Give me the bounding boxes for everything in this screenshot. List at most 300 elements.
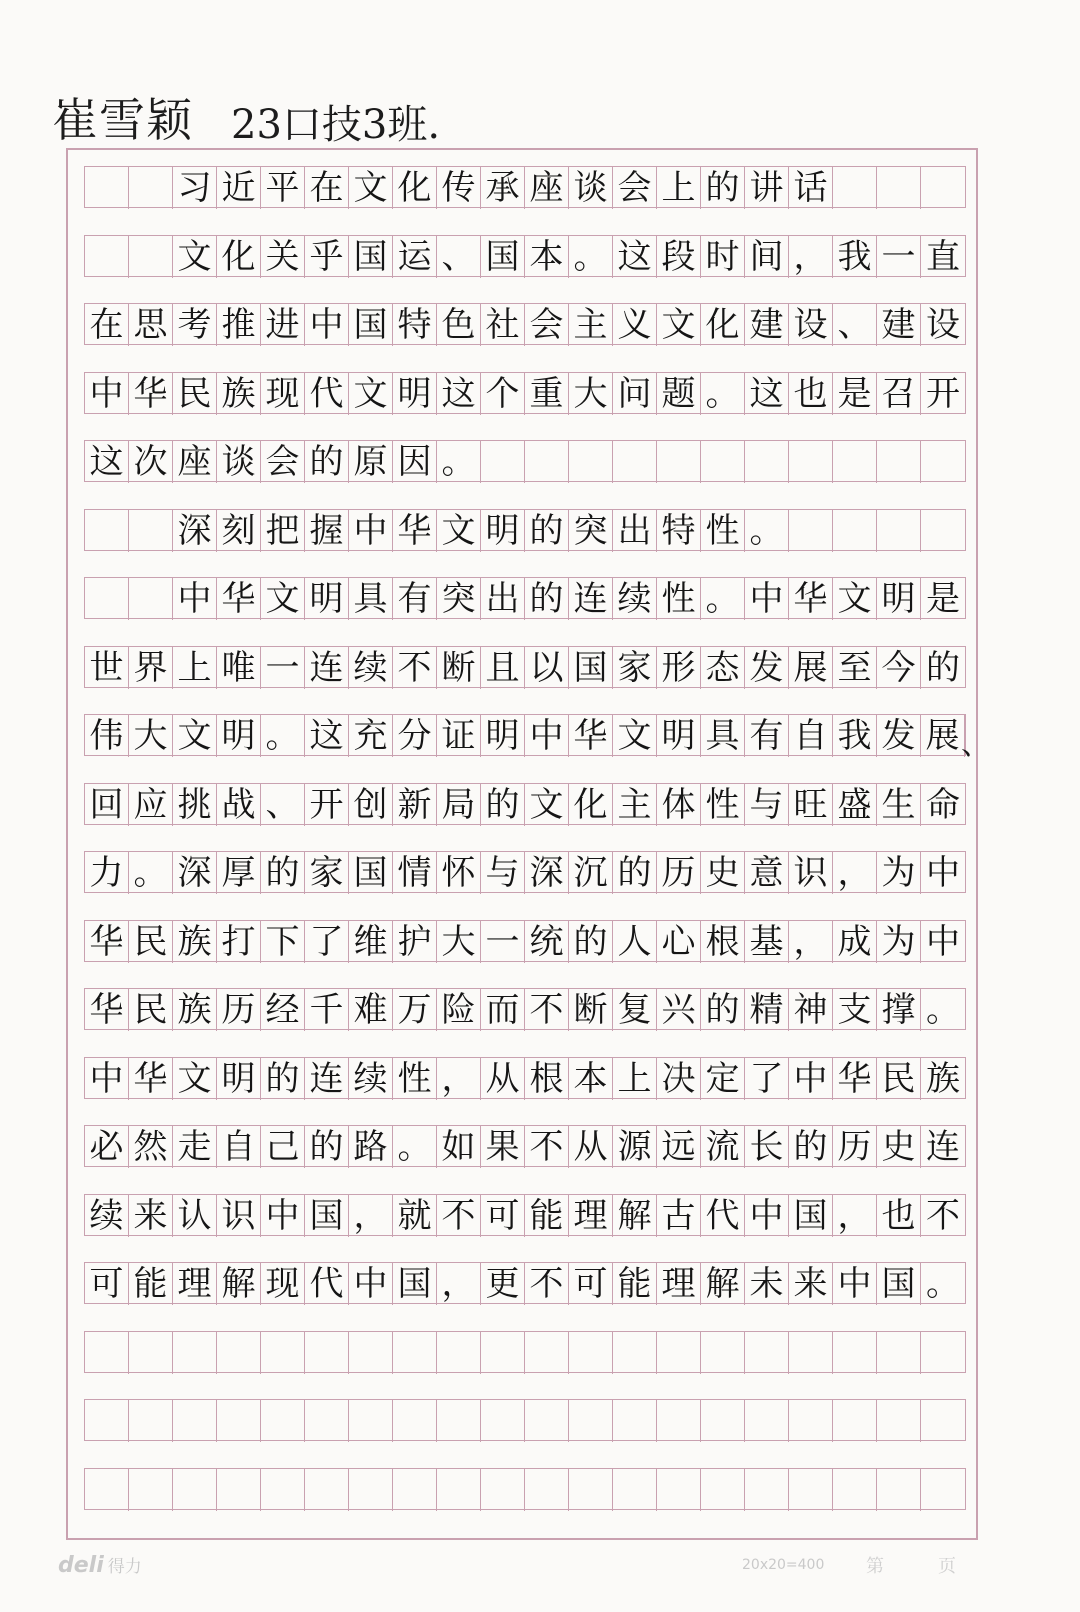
grid-cell: 生	[877, 784, 921, 826]
grid-cell: 传	[437, 167, 481, 209]
grid-cell: 统	[525, 921, 569, 963]
grid-cell: 万	[393, 989, 437, 1031]
grid-cell: 上	[173, 647, 217, 689]
grid-cell	[525, 1469, 569, 1511]
grid-cell: 分	[393, 715, 437, 757]
grid-cell	[613, 1332, 657, 1374]
grid-cell: 中	[85, 1058, 129, 1100]
grid-cell: 华	[393, 510, 437, 552]
grid-cell: 段	[657, 236, 701, 278]
grid-cell	[481, 441, 525, 483]
grid-cell: 己	[261, 1126, 305, 1168]
grid-cell	[921, 167, 965, 209]
grid-cell	[657, 1469, 701, 1511]
grid-cell: 必	[85, 1126, 129, 1168]
grid-cell: 沉	[569, 852, 613, 894]
grid-cell	[877, 1400, 921, 1442]
grid-cell	[437, 1400, 481, 1442]
grid-cell: 厚	[217, 852, 261, 894]
grid-cell: 文	[657, 304, 701, 346]
grid-cell: 谈	[217, 441, 261, 483]
grid-cell: 化	[701, 304, 745, 346]
grid-cell: 国	[877, 1263, 921, 1305]
grid-row	[84, 303, 966, 345]
grid-cell: 兴	[657, 989, 701, 1031]
grid-cell: 定	[701, 1058, 745, 1100]
grid-cell	[85, 510, 129, 552]
grid-cell: 讲	[745, 167, 789, 209]
grid-cell: 召	[877, 373, 921, 415]
grid-cell: 突	[437, 578, 481, 620]
grid-cell: 可	[569, 1263, 613, 1305]
page-suffix-label: 页	[938, 1556, 956, 1577]
grid-cell: 华	[129, 373, 173, 415]
grid-cell	[129, 167, 173, 209]
grid-cell	[261, 1332, 305, 1374]
grid-cell: 间	[745, 236, 789, 278]
grid-row	[84, 1331, 966, 1373]
grid-cell: 长	[745, 1126, 789, 1168]
grid-cell: 性	[701, 510, 745, 552]
grid-cell: 国	[349, 236, 393, 278]
grid-cell: 大	[569, 373, 613, 415]
grid-cell: 这	[305, 715, 349, 757]
grid-cell: 、	[833, 304, 877, 346]
grid-cell: 展	[921, 715, 965, 757]
grid-cell: ，	[789, 236, 833, 278]
grid-cell	[921, 1400, 965, 1442]
grid-cell: 续	[85, 1195, 129, 1237]
grid-cell: 设	[926, 305, 960, 345]
grid-cell	[921, 441, 965, 483]
grid-cell	[701, 1332, 745, 1374]
grid-cell	[481, 1400, 525, 1442]
grid-cell: 色	[437, 304, 481, 346]
grid-cell: 的	[789, 1126, 833, 1168]
grid-cell: ，	[833, 852, 877, 894]
grid-cell: 具	[701, 715, 745, 757]
grid-cell: 历	[833, 1126, 877, 1168]
grid-cell	[129, 236, 173, 278]
grid-cell: 族	[217, 373, 261, 415]
grid-cell: 就	[393, 1195, 437, 1237]
grid-cell: 旺	[789, 784, 833, 826]
grid-row	[84, 1468, 966, 1510]
grid-cell: 流	[701, 1126, 745, 1168]
grid-cell: 史	[877, 1126, 921, 1168]
grid-cell	[217, 1400, 261, 1442]
grid-cell: 承	[481, 167, 525, 209]
grid-cell: 的	[481, 784, 525, 826]
grid-cell: 义	[613, 304, 657, 346]
grid-cell: 挑	[173, 784, 217, 826]
grid-cell: 时	[701, 236, 745, 278]
page-prefix-label: 第	[866, 1556, 884, 1577]
grid-cell: 中	[305, 304, 349, 346]
grid-cell: 断	[437, 647, 481, 689]
grid-cell: 怀	[437, 852, 481, 894]
grid-cell: 的	[613, 852, 657, 894]
overflow-punctuation: 、	[961, 727, 991, 762]
grid-cell: 与	[481, 852, 525, 894]
grid-cell: 也	[877, 1195, 921, 1237]
grid-cell: 握	[305, 510, 349, 552]
grid-cell	[129, 578, 173, 620]
grid-cell: 中	[926, 853, 960, 893]
grid-row	[84, 509, 966, 551]
grid-cell: 与	[745, 784, 789, 826]
grid-cell: 明	[657, 715, 701, 757]
grid-cell: 我	[833, 715, 877, 757]
grid-cell	[85, 236, 129, 278]
grid-cell: 开	[926, 373, 960, 414]
grid-cell: 中	[745, 578, 789, 620]
grid-cell: 走	[173, 1126, 217, 1168]
grid-cell	[613, 1469, 657, 1511]
grid-cell: 经	[261, 989, 305, 1031]
grid-cell	[789, 441, 833, 483]
grid-cell: 考	[173, 304, 217, 346]
grid-cell	[85, 167, 129, 209]
grid-cell	[921, 510, 965, 552]
grid-cell	[525, 441, 569, 483]
grid-cell: 不	[525, 989, 569, 1031]
grid-cell: 连	[926, 1127, 960, 1167]
grid-cell: 国	[305, 1195, 349, 1237]
grid-cell: 。	[569, 236, 613, 278]
grid-cell: 华	[217, 578, 261, 620]
grid-cell: 能	[613, 1263, 657, 1305]
grid-cell: 次	[129, 441, 173, 483]
grid-cell: 根	[701, 921, 745, 963]
grid-cell: 性	[393, 1058, 437, 1100]
grid-cell: 化	[217, 236, 261, 278]
grid-cell: 会	[261, 441, 305, 483]
grid-cell	[305, 1332, 349, 1374]
grid-cell: 出	[481, 578, 525, 620]
grid-cell: 会	[525, 304, 569, 346]
grid-cell: 续	[349, 647, 393, 689]
grid-cell: 的	[701, 167, 745, 209]
grid-cell	[613, 1400, 657, 1442]
grid-cell: 文	[349, 167, 393, 209]
grid-cell: ，	[437, 1263, 481, 1305]
paper-footer	[58, 1550, 1014, 1580]
grid-cell: 的	[305, 441, 349, 483]
grid-row	[84, 646, 966, 688]
grid-cell: 形	[657, 647, 701, 689]
grid-cell: 座	[525, 167, 569, 209]
grid-cell: 不	[393, 647, 437, 689]
grid-cell	[173, 1332, 217, 1374]
grid-cell: 。	[437, 441, 481, 483]
grid-cell	[305, 1469, 349, 1511]
grid-cell: 。	[393, 1126, 437, 1168]
grid-cell: 解	[217, 1263, 261, 1305]
grid-cell: 华	[789, 578, 833, 620]
grid-cell: 的	[926, 647, 960, 688]
grid-cell: 证	[437, 715, 481, 757]
grid-cell: 。	[701, 578, 745, 620]
grid-cell	[305, 1400, 349, 1442]
grid-cell: 史	[701, 852, 745, 894]
grid-cell: 社	[481, 304, 525, 346]
grid-cell: 乎	[305, 236, 349, 278]
grid-cell: 化	[569, 784, 613, 826]
grid-cell: 今	[877, 647, 921, 689]
grid-cell: 刻	[217, 510, 261, 552]
grid-cell: 解	[701, 1263, 745, 1305]
grid-cell: ，	[349, 1195, 393, 1237]
student-header	[52, 80, 440, 150]
grid-cell: 历	[657, 852, 701, 894]
grid-cell: 主	[613, 784, 657, 826]
grid-cell: 的	[261, 1058, 305, 1100]
grid-row	[84, 714, 991, 762]
grid-cell: 展	[789, 647, 833, 689]
grid-cell: 的	[569, 921, 613, 963]
grid-cell: 文	[613, 715, 657, 757]
grid-cell: 国	[569, 647, 613, 689]
grid-cell: 文	[173, 1058, 217, 1100]
grid-cell: 古	[657, 1195, 701, 1237]
grid-cell: 且	[481, 647, 525, 689]
grid-cell: 中	[525, 715, 569, 757]
grid-cell: 从	[569, 1126, 613, 1168]
grid-cell: 华	[85, 989, 129, 1031]
grid-cell	[701, 1469, 745, 1511]
grid-cell: 中	[349, 1263, 393, 1305]
grid-cell: 华	[129, 1058, 173, 1100]
grid-cell	[569, 1400, 613, 1442]
grid-cell	[833, 1332, 877, 1374]
grid-cell	[217, 1332, 261, 1374]
grid-row	[84, 1057, 966, 1099]
grid-cell: 千	[305, 989, 349, 1031]
grid-cell	[85, 1469, 129, 1511]
grid-cell: 民	[877, 1058, 921, 1100]
grid-cell: 是	[926, 579, 960, 619]
grid-cell: 特	[393, 304, 437, 346]
grid-cell	[613, 441, 657, 483]
grid-cell: 不	[525, 1126, 569, 1168]
student-name: 崔雪颖	[52, 93, 193, 147]
grid-cell: 运	[393, 236, 437, 278]
grid-cell: 是	[833, 373, 877, 415]
grid-cell: 深	[173, 852, 217, 894]
grid-cell: 不	[437, 1195, 481, 1237]
grid-cell: 关	[261, 236, 305, 278]
grid-cell: 原	[349, 441, 393, 483]
grid-cell	[569, 441, 613, 483]
grid-cell: 识	[217, 1195, 261, 1237]
grid-cell	[657, 441, 701, 483]
grid-cell: 复	[613, 989, 657, 1031]
grid-row	[84, 1399, 966, 1441]
grid-cell: 建	[877, 304, 921, 346]
grid-cell	[833, 1400, 877, 1442]
grid-cell: 中	[926, 921, 960, 962]
grid-cell	[745, 1332, 789, 1374]
grid-cell: 理	[657, 1263, 701, 1305]
grid-cell: 在	[85, 304, 129, 346]
grid-cell	[701, 441, 745, 483]
grid-cell	[657, 1400, 701, 1442]
grid-cell: 国	[349, 852, 393, 894]
grid-cell: 盛	[833, 784, 877, 826]
grid-cell: 中	[789, 1058, 833, 1100]
grid-cell: 态	[701, 647, 745, 689]
grid-cell: 明	[217, 715, 261, 757]
grid-cell	[349, 1400, 393, 1442]
grid-cell: 化	[393, 167, 437, 209]
grid-cell: 直	[926, 236, 960, 277]
grid-cell: 上	[613, 1058, 657, 1100]
grid-cell: 险	[437, 989, 481, 1031]
grid-cell: 神	[789, 989, 833, 1031]
grid-cell: 明	[305, 578, 349, 620]
grid-row	[84, 577, 966, 619]
grid-cell	[129, 1332, 173, 1374]
grid-cell: 充	[349, 715, 393, 757]
grid-cell: 以	[525, 647, 569, 689]
grid-cell: 民	[129, 921, 173, 963]
grid-cell: 把	[261, 510, 305, 552]
grid-cell: 命	[926, 784, 960, 825]
grid-cell: 应	[129, 784, 173, 826]
grid-cell: 可	[85, 1263, 129, 1305]
grid-cell: 创	[349, 784, 393, 826]
grid-row	[84, 988, 966, 1030]
grid-cell: 主	[569, 304, 613, 346]
grid-cell: 文	[525, 784, 569, 826]
grid-cell	[85, 1400, 129, 1442]
grid-cell: 自	[217, 1126, 261, 1168]
grid-cell: 护	[393, 921, 437, 963]
grid-cell: 突	[569, 510, 613, 552]
grid-cell: 自	[789, 715, 833, 757]
grid-cell: 识	[789, 852, 833, 894]
grid-cell: 情	[393, 852, 437, 894]
grid-cell: 连	[569, 578, 613, 620]
grid-cell: 明	[217, 1058, 261, 1100]
grid-cell	[261, 1400, 305, 1442]
grid-cell: 打	[217, 921, 261, 963]
grid-cell: 解	[613, 1195, 657, 1237]
grid-cell: 体	[657, 784, 701, 826]
grid-cell: 代	[305, 373, 349, 415]
grid-cell: 力	[85, 852, 129, 894]
grid-cell	[921, 1469, 965, 1511]
grid-cell: 性	[701, 784, 745, 826]
grid-cell: 。	[745, 510, 789, 552]
grid-cell: 家	[305, 852, 349, 894]
grid-cell: 至	[833, 647, 877, 689]
grid-cell: 为	[877, 921, 921, 963]
grid-cell	[877, 1332, 921, 1374]
grid-spec-label: 20x20=400	[742, 1557, 825, 1573]
grid-cell: 开	[305, 784, 349, 826]
grid-cell: 话	[789, 167, 833, 209]
grid-cell	[393, 1332, 437, 1374]
grid-cell: ，	[789, 921, 833, 963]
grid-cell: 近	[217, 167, 261, 209]
grid-row	[84, 440, 966, 482]
grid-cell: 来	[129, 1195, 173, 1237]
grid-cell: 路	[349, 1126, 393, 1168]
grid-cell: 意	[745, 852, 789, 894]
grid-cell: 世	[85, 647, 129, 689]
grid-cell: 上	[657, 167, 701, 209]
grid-cell	[525, 1400, 569, 1442]
grid-cell: 会	[613, 167, 657, 209]
grid-cell: 代	[305, 1263, 349, 1305]
grid-cell: 明	[481, 510, 525, 552]
grid-cell	[217, 1469, 261, 1511]
grid-cell: 题	[657, 373, 701, 415]
grid-cell: 深	[525, 852, 569, 894]
grid-cell	[437, 1469, 481, 1511]
grid-cell: 中	[85, 373, 129, 415]
grid-cell: 源	[613, 1126, 657, 1168]
grid-cell: 明	[393, 373, 437, 415]
grid-cell: 的	[305, 1126, 349, 1168]
grid-cell	[833, 441, 877, 483]
grid-cell: 战	[217, 784, 261, 826]
grid-cell: 国	[481, 236, 525, 278]
grid-cell: 根	[525, 1058, 569, 1100]
grid-cell: 维	[349, 921, 393, 963]
grid-cell: 重	[525, 373, 569, 415]
grid-cell: 为	[877, 852, 921, 894]
grid-cell: 明	[877, 578, 921, 620]
grid-cell: 这	[85, 441, 129, 483]
grid-row	[84, 372, 966, 414]
grid-cell: 中	[261, 1195, 305, 1237]
grid-cell	[877, 1469, 921, 1511]
grid-cell: 华	[833, 1058, 877, 1100]
grid-cell: 认	[173, 1195, 217, 1237]
grid-row	[84, 851, 966, 893]
grid-cell	[481, 1469, 525, 1511]
grid-cell: 的	[525, 510, 569, 552]
grid-cell: 的	[261, 852, 305, 894]
grid-row	[84, 920, 966, 962]
grid-row	[84, 1194, 966, 1236]
grid-cell	[525, 1332, 569, 1374]
grid-cell: 撑	[877, 989, 921, 1031]
grid-cell: 这	[613, 236, 657, 278]
grid-cell: 代	[701, 1195, 745, 1237]
brand-logo-text: deli	[58, 1553, 104, 1578]
grid-cell: 本	[569, 1058, 613, 1100]
grid-cell: 现	[261, 373, 305, 415]
grid-cell: 文	[173, 236, 217, 278]
grid-cell: ，	[833, 1195, 877, 1237]
grid-cell: 。	[926, 1264, 960, 1304]
grid-cell: 平	[261, 167, 305, 209]
grid-cell: 界	[129, 647, 173, 689]
grid-cell: 下	[261, 921, 305, 963]
grid-cell: 未	[745, 1263, 789, 1305]
grid-cell: 发	[745, 647, 789, 689]
grid-cell: 能	[525, 1195, 569, 1237]
grid-cell: 家	[613, 647, 657, 689]
grid-cell	[877, 510, 921, 552]
grid-cell: 不	[926, 1195, 960, 1236]
grid-cell	[789, 510, 833, 552]
grid-cell	[745, 1469, 789, 1511]
